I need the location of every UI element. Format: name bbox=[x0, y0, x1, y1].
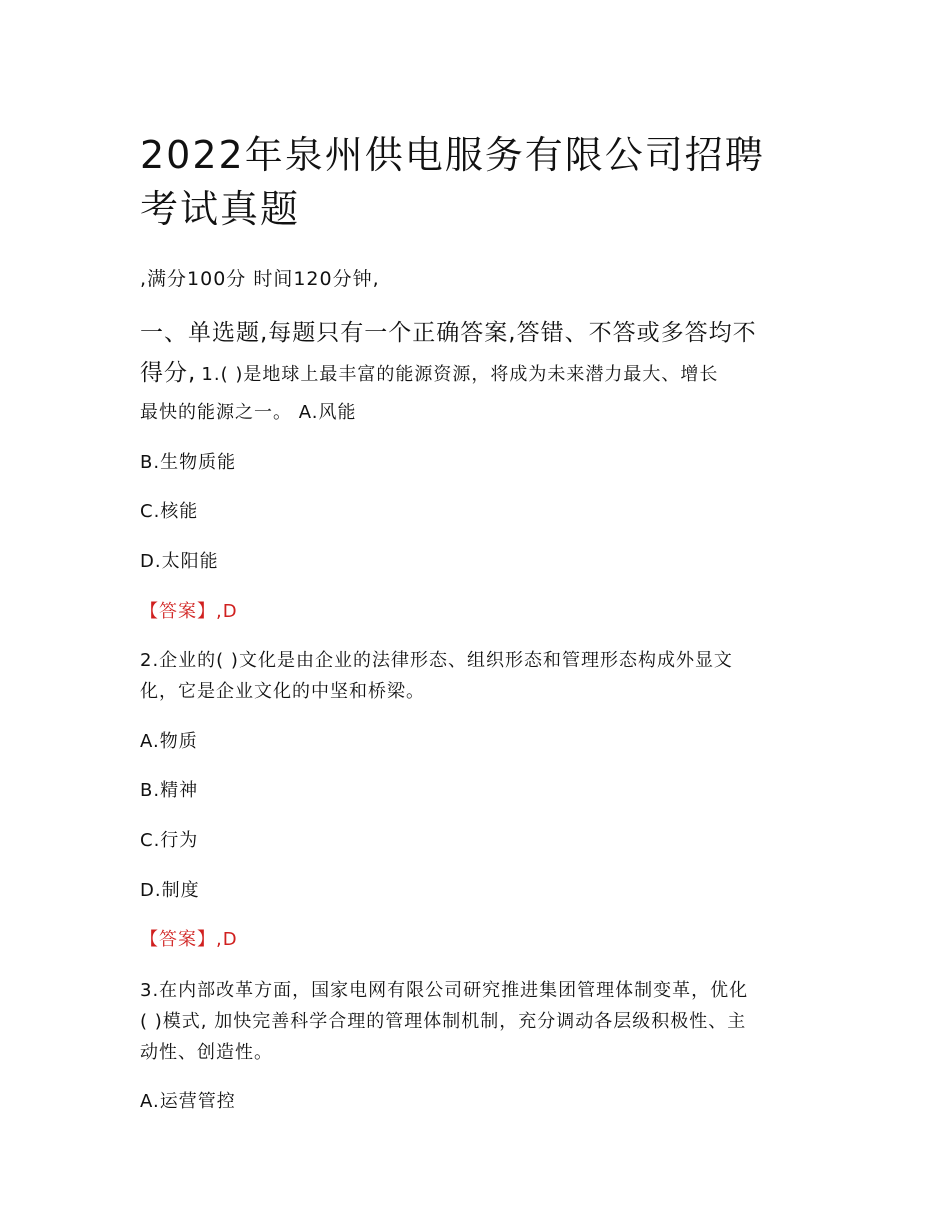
answer-label: 【答案】 bbox=[140, 601, 216, 622]
question-2-answer bbox=[140, 927, 830, 953]
answer-value: ,D bbox=[216, 929, 238, 950]
question-3-text-line-3: 动性、创造性。 bbox=[140, 1042, 273, 1063]
question-2-option-d: D.制度 bbox=[140, 880, 200, 901]
exam-info: ,满分100分 时间120分钟, bbox=[140, 268, 380, 290]
section-heading-line-2 bbox=[140, 358, 830, 390]
question-3-text-line-2: ( )模式, 加快完善科学合理的管理体制机制，充分调动各层级积极性、主 bbox=[140, 1011, 747, 1032]
section-heading-suffix: 得分, bbox=[140, 360, 197, 386]
question-1-text: 1.( )是地球上最丰富的能源资源，将成为未来潜力最大、增长 bbox=[201, 364, 719, 385]
question-2-text-line-1: 2.企业的( )文化是由企业的法律形态、组织形态和管理形态构成外显文 bbox=[140, 650, 733, 671]
question-2-option-c: C.行为 bbox=[140, 830, 199, 851]
question-1-option-c: C.核能 bbox=[140, 501, 199, 522]
question-1-option-b: B.生物质能 bbox=[140, 452, 237, 473]
question-2-text-line-2: 化，它是企业文化的中坚和桥梁。 bbox=[140, 681, 425, 702]
title-line-1: 2022年泉州供电服务有限公司招聘 bbox=[140, 133, 765, 177]
document-title bbox=[140, 128, 830, 236]
question-1-option-d: D.太阳能 bbox=[140, 551, 219, 572]
question-1-answer bbox=[140, 599, 830, 625]
answer-value: ,D bbox=[216, 601, 238, 622]
question-3-text-line-1: 3.在内部改革方面，国家电网有限公司研究推进集团管理体制变革，优化 bbox=[140, 980, 749, 1001]
question-2-option-b: B.精神 bbox=[140, 780, 199, 801]
answer-label: 【答案】 bbox=[140, 929, 216, 950]
question-2-option-a: A.物质 bbox=[140, 731, 198, 752]
section-heading-line-1: 一、单选题,每题只有一个正确答案,答错、不答或多答均不 bbox=[140, 320, 757, 346]
title-line-2: 考试真题 bbox=[140, 187, 301, 231]
question-3-option-a: A.运营管控 bbox=[140, 1091, 236, 1112]
question-1-text-line-2: 最快的能源之一。 A.风能 bbox=[140, 402, 357, 423]
